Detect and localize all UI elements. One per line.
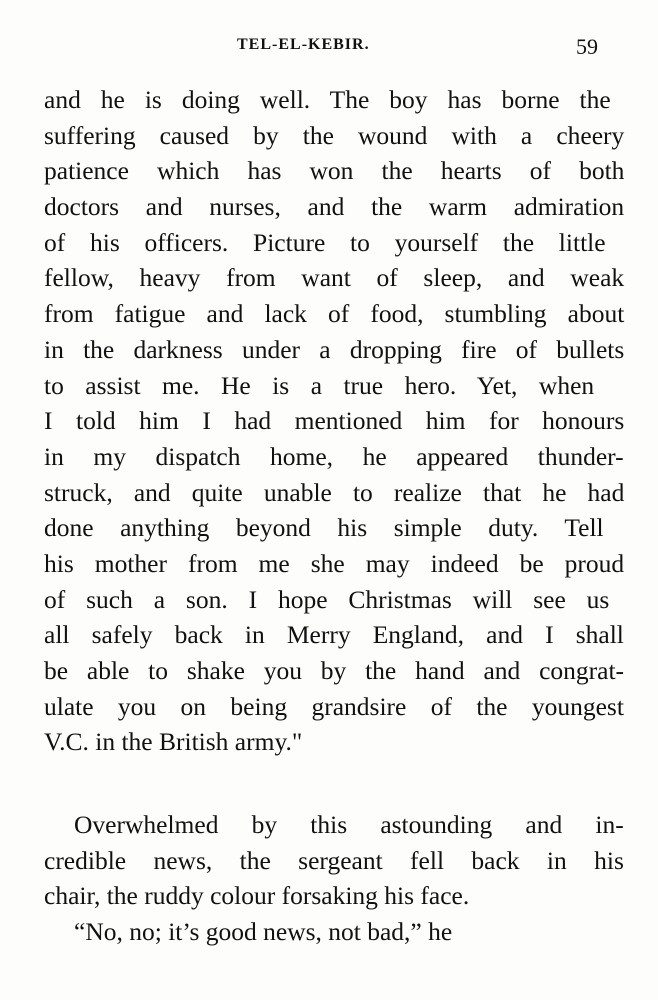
text-line: V.C. in the British army.": [44, 727, 303, 757]
paragraph-gap: [44, 760, 624, 807]
text-line: in my dispatch home, he appeared thunder-: [44, 441, 624, 471]
paragraph-2: [44, 807, 624, 914]
text-line: fellow, heavy from want of sleep, and weak: [44, 263, 625, 293]
text-line: his mother from me she may indeed be proud: [44, 548, 625, 578]
text-line: of such a son. I hope Christmas will see us: [44, 584, 610, 614]
body-text: [44, 82, 624, 950]
text-line: to assist me. He is a true hero. Yet, when: [44, 370, 595, 400]
page-number: 59: [576, 34, 598, 59]
text-line: from fatigue and lack of food, stumbling about: [44, 299, 625, 329]
running-header: [0, 34, 658, 58]
text-line: ulate you on being grandsire of the youngest: [44, 691, 624, 721]
paragraph-1: [44, 82, 624, 760]
text-line: doctors and nurses, and the warm admiration: [44, 192, 625, 222]
text-line: all safely back in Merry England, and I shall: [44, 620, 624, 650]
running-title: TEL-EL-KEBIR.: [237, 36, 370, 53]
text-line: done anything beyond his simple duty. Tell: [44, 513, 604, 543]
text-line: Overwhelmed by this astounding and in-: [74, 810, 624, 840]
text-line: chair, the ruddy colour forsaking his face.: [44, 881, 470, 911]
paragraph-3: [44, 914, 624, 950]
text-line: I told him I had mentioned him for honours: [44, 406, 625, 436]
text-line: patience which has won the hearts of both: [44, 156, 625, 186]
text-line: struck, and quite unable to realize that he had: [44, 477, 625, 507]
text-line: be able to shake you by the hand and congrat-: [44, 656, 625, 685]
text-line: suffering caused by the wound with a cheery: [44, 120, 625, 150]
text-line: in the darkness under a dropping fire of bullets: [44, 334, 625, 364]
text-line: “No, no; it’s good news, not bad,” he: [74, 917, 453, 947]
text-line: of his officers. Picture to yourself the little: [44, 227, 606, 257]
text-line: and he is doing well. The boy has borne the: [44, 85, 611, 114]
text-line: credible news, the sergeant fell back in his: [44, 845, 624, 875]
